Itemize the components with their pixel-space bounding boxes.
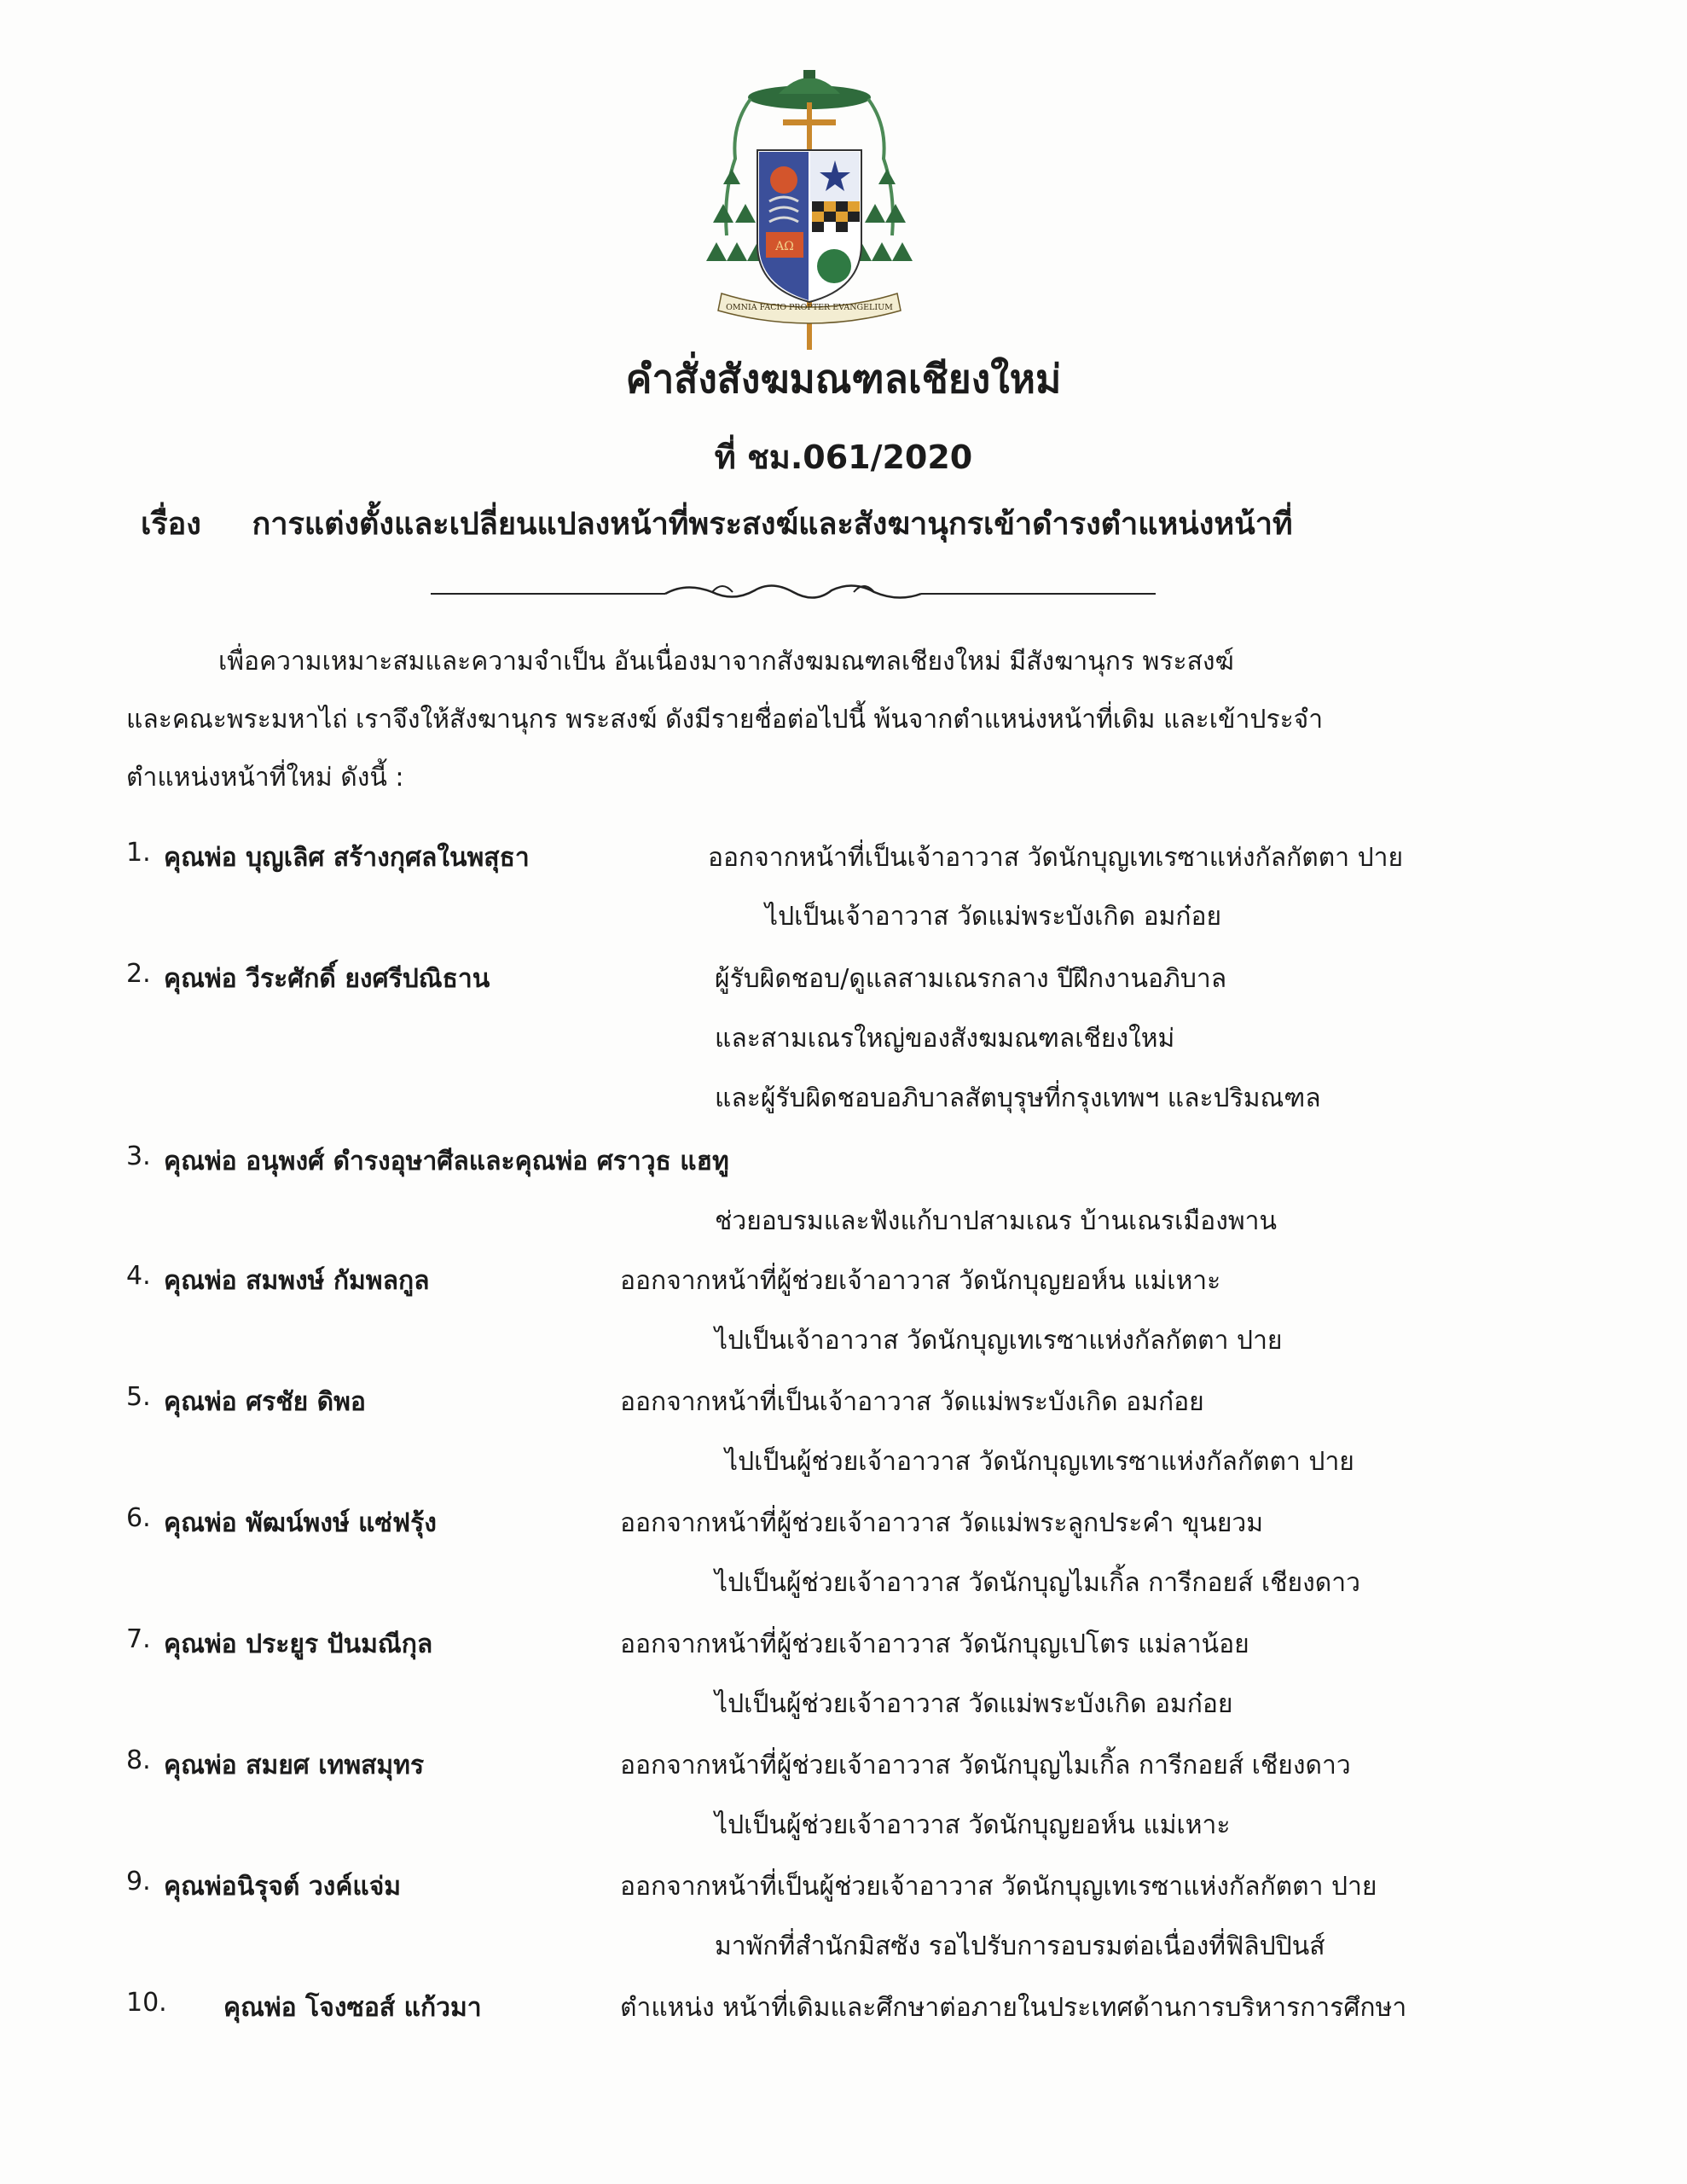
subject-text: การแต่งตั้งและเปลี่ยนแปลงหน้าที่พระสงฆ์และสังฆานุกรเข้าดำรงตำแหน่งหน้าที่: [252, 507, 1293, 542]
item-number: 1.: [126, 838, 151, 868]
item-role-line: ไปเป็นผู้ช่วยเจ้าอาวาส วัดนักบุญไมเกิ้ล การีกอยส์ เชียงดาว: [715, 1568, 1360, 1598]
item-role-line: ไปเป็นเจ้าอาวาส วัดนักบุญเทเรซาแห่งกัลกัตตา ปาย: [715, 1326, 1283, 1356]
item-role-line: ออกจากหน้าที่ผู้ช่วยเจ้าอาวาส วัดนักบุญเปโตร แม่ลาน้อย: [620, 1629, 1249, 1659]
document-number: ที่ ชม.061/2020: [714, 439, 973, 476]
svg-text:AΩ: AΩ: [775, 240, 794, 253]
item-role-line: ออกจากหน้าที่เป็นเจ้าอาวาส วัดแม่พระบังเกิด อมก๋อย: [620, 1387, 1204, 1417]
divider-ornament: [431, 573, 1156, 611]
item-role-line: ช่วยอบรมและฟังแก้บาปสามเณร บ้านเณรเมืองพาน: [715, 1206, 1277, 1236]
item-role-line: ตำแหน่ง หน้าที่เดิมและศึกษาต่อภายในประเทศด้านการบริหารการศึกษา: [620, 1993, 1407, 2023]
item-name: คุณพ่อ พัฒน์พงษ์ แซ่ฟรุ้ง: [164, 1508, 437, 1538]
svg-text:OMNIA FACIO PROPTER EVANGELIUM: OMNIA FACIO PROPTER EVANGELIUM: [726, 303, 893, 312]
subject-label: เรื่อง: [141, 507, 201, 542]
item-role-line: ออกจากหน้าที่เป็นผู้ช่วยเจ้าอาวาส วัดนักบุญเทเรซาแห่งกัลกัตตา ปาย: [620, 1872, 1377, 1902]
item-number: 8.: [126, 1745, 151, 1775]
item-role-line: มาพักที่สำนักมิสซัง รอไปรับการอบรมต่อเนื่องที่ฟิลิปปินส์: [715, 1931, 1325, 1961]
crest-motto-ribbon-text: [715, 295, 904, 321]
document-title: คำสั่งสังฆมณฑลเชียงใหม่: [625, 356, 1062, 402]
item-role-line: ไปเป็นเจ้าอาวาส วัดแม่พระบังเกิด อมก๋อย: [765, 902, 1222, 932]
item-name: คุณพ่อ บุญเลิศ สร้างกุศลในพสุธา: [164, 843, 530, 873]
item-role-line: ออกจากหน้าที่ผู้ช่วยเจ้าอาวาส วัดแม่พระลูกประคำ ขุนยวม: [620, 1508, 1264, 1538]
item-role-line: และสามเณรใหญ่ของสังฆมณฑลเชียงใหม่: [715, 1024, 1175, 1054]
item-name: คุณพ่อ วีระศักดิ์ ยงศรีปณิธาน: [164, 964, 490, 994]
item-number: 7.: [126, 1624, 151, 1654]
document-subject: [141, 499, 1293, 548]
item-role-line: ออกจากหน้าที่ผู้ช่วยเจ้าอาวาส วัดนักบุญยอห์น แม่เหาะ: [620, 1266, 1221, 1296]
item-role-line: ไปเป็นผู้ช่วยเจ้าอาวาส วัดแม่พระบังเกิด อมก๋อย: [715, 1689, 1233, 1719]
item-name: คุณพ่อ สมพงษ์ กัมพลกูล: [164, 1266, 430, 1296]
item-name: คุณพ่อ สมยศ เทพสมุทร: [164, 1751, 425, 1780]
item-role-line: และผู้รับผิดชอบอภิบาลสัตบุรุษที่กรุงเทพฯ และปริมณฑล: [715, 1083, 1321, 1113]
item-number: 6.: [126, 1503, 151, 1533]
item-number: 4.: [126, 1261, 151, 1291]
item-role-line: ไปเป็นผู้ช่วยเจ้าอาวาส วัดนักบุญเทเรซาแห่งกัลกัตตา ปาย: [725, 1447, 1354, 1477]
intro-line: และคณะพระมหาไถ่ เราจึงให้สังฆานุกร พระสงฆ์ ดังมีรายชื่อต่อไปนี้ พ้นจากตำแหน่งหน้าที่เดิม และเข้าประจำ: [126, 705, 1324, 735]
item-name: คุณพ่อ อนุพงศ์ ดำรงอุษาศีลและคุณพ่อ ศราวุธ แฮทู: [164, 1147, 729, 1176]
item-role-line: ออกจากหน้าที่ผู้ช่วยเจ้าอาวาส วัดนักบุญไมเกิ้ล การีกอยส์ เชียงดาว: [620, 1751, 1351, 1780]
item-role-line: ไปเป็นผู้ช่วยเจ้าอาวาส วัดนักบุญยอห์น แม่เหาะ: [715, 1810, 1231, 1840]
item-number: 2.: [126, 959, 151, 989]
item-name: คุณพ่อนิรุจต์ วงค์แจ่ม: [164, 1872, 402, 1902]
item-number: 3.: [126, 1141, 151, 1171]
intro-line: ตำแหน่งหน้าที่ใหม่ ดังนี้ :: [126, 763, 404, 793]
intro-line: เพื่อความเหมาะสมและความจำเป็น อันเนื่องมาจากสังฆมณฑลเชียงใหม่ มีสังฆานุกร พระสงฆ์: [218, 647, 1234, 677]
item-number: 5.: [126, 1382, 151, 1412]
item-role-line: ออกจากหน้าที่เป็นเจ้าอาวาส วัดนักบุญเทเรซาแห่งกัลกัตตา ปาย: [708, 843, 1404, 873]
item-name: คุณพ่อ ศรชัย ดิพอ: [164, 1387, 366, 1417]
item-name: คุณพ่อ โจงซอส์ แก้วมา: [223, 1993, 482, 2023]
item-role-line: ผู้รับผิดชอบ/ดูแลสามเณรกลาง ปีฝึกงานอภิบาล: [715, 964, 1227, 994]
item-number: 10.: [126, 1988, 167, 2018]
item-name: คุณพ่อ ประยูร ปันมณีกุล: [164, 1629, 433, 1659]
item-number: 9.: [126, 1867, 151, 1896]
